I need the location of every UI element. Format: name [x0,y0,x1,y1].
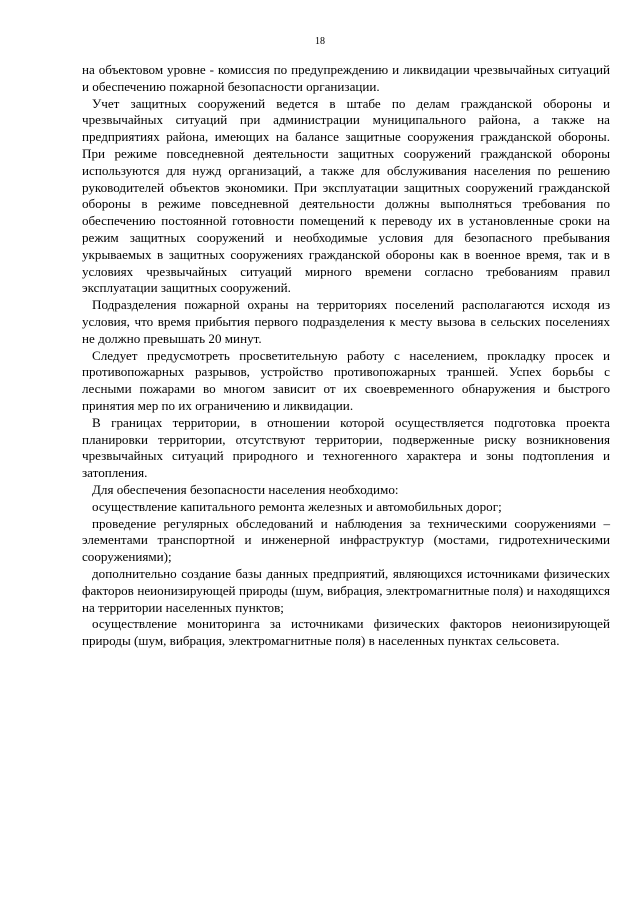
paragraph-3: Подразделения пожарной охраны на территориях поселений располагаются исходя из условия, что время прибытия первого подразделения к месту вызова в сельских поселениях не должно превышать 20 минут. [82,297,610,346]
list-item-2: проведение регулярных обследований и наблюдения за техническими сооружениями – элементами транспортной и инженерной инфраструктур (мостами, гидротехническими сооружениями); [82,515,610,565]
list-item-4: осуществление мониторинга за источниками физических факторов неионизирующей природы (шум, вибрация, электромагнитные поля) в населенных пунктах сельсовета. [82,616,610,649]
list-item-3: дополнительно создание базы данных предприятий, являющихся источниками физических факторов неионизирующей природы (шум, вибрация, электромагнитные поля) и находящихся на территории населенных пунктов; [82,565,610,615]
list-item-1: осуществление капитального ремонта железных и автомобильных дорог; [92,498,502,514]
page-number: 18 [315,36,325,47]
paragraph-4: Следует предусмотреть просветительную работу с населением, прокладку просек и противопожарных разрывов, устройство противопожарных траншей. Успех борьбы с лесными пожарами во многом зависит от их своевременного обнаружения и быстрого принятия мер по их ограничению и ликвидации. [82,347,610,413]
paragraph-6: Для обеспечения безопасности населения необходимо: [92,481,399,497]
document-body [82,62,610,650]
paragraph-1: на объектовом уровне - комиссия по предупреждению и ликвидации чрезвычайных ситуаций и обеспечению пожарной безопасности организации. [82,62,610,94]
paragraph-2: Учет защитных сооружений ведется в штабе по делам гражданской обороны и чрезвычайных ситуаций при администрации муниципального района, а также на предприятиях района, имеющих на балансе защитные сооружения гражданской обороны. При режиме повседневной деятельности защитных сооружений гражданской обороны используются для нужд организаций, а также для обслуживания населения по решению руководителей объектов экономики. При эксплуатации защитных сооружений гражданской обороны в режиме повседневной деятельности должны выполняться требования по обеспечению постоянной готовности помещений к переводу их в установленные сроки на режим защитных сооружений и необходимые условия для безопасного пребывания укрываемых в защитных сооружениях гражданской обороны как в военное время, так и в условиях чрезвычайных ситуаций мирного времени согласно требованиям правил эксплуатации защитных сооружений. [82,95,610,296]
paragraph-5: В границах территории, в отношении которой осуществляется подготовка проекта планировки территории, отсутствуют территории, подверженные риску возникновения чрезвычайных ситуаций природного и техногенного характера и зоны подтопления и затопления. [82,414,610,481]
